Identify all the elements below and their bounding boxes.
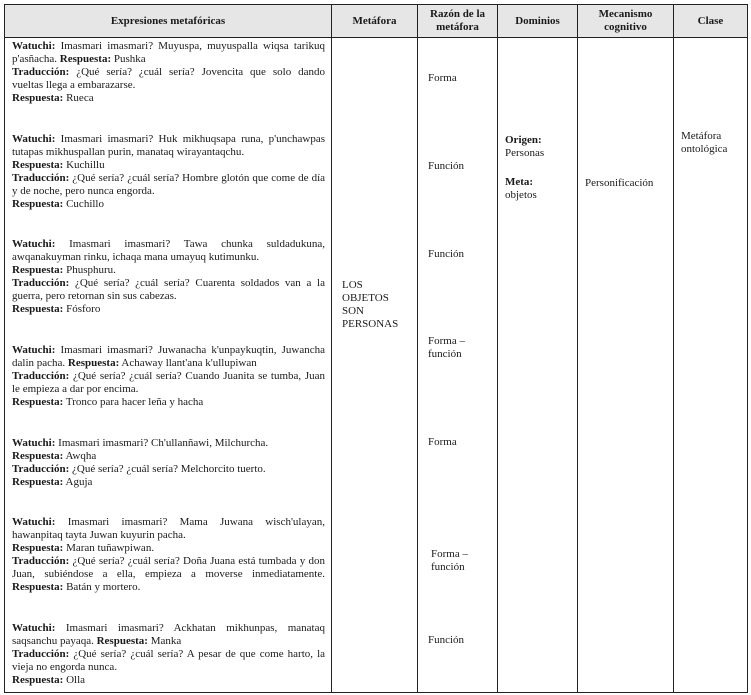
entry-6	[5, 514, 331, 594]
razon-4	[428, 335, 465, 361]
entry-3	[5, 236, 331, 316]
header-metafora: Metáfora	[332, 5, 418, 38]
respuesta-label: Respuesta:	[12, 395, 64, 408]
razon-7	[428, 634, 464, 647]
entry-1	[5, 38, 331, 105]
razon-text: Forma	[428, 72, 457, 84]
razon-3	[428, 248, 464, 261]
metafora-word: PERSONAS	[342, 318, 399, 330]
clase-text	[681, 130, 727, 156]
razon-5	[428, 436, 457, 449]
entry-2	[5, 131, 331, 211]
traduccion-label: Traducción:	[12, 647, 70, 660]
metafora-cell	[332, 38, 418, 693]
watuchi-label: Watuchi:	[12, 516, 56, 529]
header-dominios: Dominios	[498, 5, 578, 38]
traduccion-label: Traducción:	[12, 555, 70, 568]
dominio-origen	[505, 134, 544, 160]
meta-label: Meta:	[505, 176, 534, 188]
traduccion-label: Traducción:	[12, 462, 70, 475]
respuesta-text: Olla	[66, 673, 86, 686]
respuesta-text: Fósforo	[66, 303, 101, 316]
razon-text: Función	[428, 160, 465, 172]
respuesta-quechua: Maran tuñawpiwan.	[66, 542, 155, 555]
traduccion-text: ¿Qué sería? ¿cuál sería? Jovencita que solo dando vueltas llega a embarazarse.	[12, 66, 326, 91]
watuchi-text: Imasmari imasmari? Juwanacha k'unpaykuqtin, Juwancha dalin pacha.	[12, 343, 325, 369]
traduccion-label: Traducción:	[12, 277, 70, 290]
header-clase: Clase	[674, 5, 748, 38]
dominios-cell	[498, 38, 578, 693]
respuesta-text: Batán y mortero.	[66, 581, 141, 594]
respuesta-label: Respuesta:	[12, 581, 64, 594]
expresiones-cell	[5, 38, 332, 693]
respuesta-label: Respuesta:	[12, 197, 64, 210]
watuchi-text: Imasmari imasmari? Mama Juwana wisch'ulayan, hawanpitaq tayta Juwan kuyurin pacha.	[12, 516, 326, 542]
metafora-text	[342, 279, 398, 331]
respuesta-text: Aguja	[65, 475, 93, 488]
razon-text: función	[431, 561, 465, 573]
header-razon: Razón de la metáfora	[418, 5, 498, 38]
razon-cell	[418, 38, 498, 693]
watuchi-text: Imasmari imasmari? Huk mikhuqsapa runa, p'unchawpas tutapas mikhuspallan purin, manataq wirayantaqchu.	[12, 132, 325, 158]
watuchi-label: Watuchi:	[12, 238, 56, 251]
watuchi-label: Watuchi:	[12, 436, 56, 449]
respuesta-quechua: Pushka	[113, 53, 146, 65]
metafora-word: OBJETOS	[342, 292, 389, 304]
clase-line: ontológica	[681, 143, 728, 155]
respuesta-text: Rueca	[66, 92, 94, 104]
traduccion-text: ¿Qué sería? ¿cuál sería? Doña Juana está tumbada y don Juan, subiéndose a ella, empieza a moverse inmediatamente.	[12, 555, 325, 581]
clase-line: Metáfora	[681, 130, 722, 142]
metaphor-table	[4, 4, 748, 693]
clase-cell	[674, 38, 748, 693]
respuesta-label: Respuesta:	[12, 673, 64, 686]
origen-value: Personas	[505, 147, 545, 159]
mecanismo-text: Personificación	[585, 177, 654, 189]
respuesta-quechua: Kuchillu	[66, 158, 105, 171]
watuchi-label: Watuchi:	[12, 343, 56, 356]
entry-4	[5, 342, 331, 409]
respuesta-label: Respuesta:	[96, 634, 148, 647]
meta-value: objetos	[505, 189, 537, 201]
metafora-word: SON	[342, 305, 365, 317]
watuchi-label: Watuchi:	[12, 40, 56, 52]
traduccion-text: ¿Qué sería? ¿cuál sería? Cuando Juanita se tumba, Juan le empieza a dar por encima.	[12, 369, 326, 395]
respuesta-quechua: Awqha	[65, 449, 97, 462]
respuesta-quechua: Manka	[150, 634, 182, 647]
watuchi-text: Imasmari imasmari? Ch'ullanñawi, Milchurcha.	[58, 436, 269, 449]
watuchi-label: Watuchi:	[12, 132, 56, 145]
body-row	[5, 38, 748, 693]
dominio-meta	[505, 176, 537, 202]
traduccion-label: Traducción:	[12, 66, 70, 78]
razon-6	[431, 548, 468, 574]
origen-label: Origen:	[505, 134, 542, 146]
respuesta-text: Tronco para hacer leña y hacha	[65, 395, 204, 408]
respuesta-label: Respuesta:	[12, 303, 64, 316]
razon-text: Forma	[428, 436, 457, 448]
razon-1	[428, 72, 457, 85]
razon-text: Forma –	[431, 548, 468, 560]
traduccion-text: ¿Qué sería? ¿cuál sería? Melchorcito tuerto.	[72, 462, 266, 475]
entries-list	[5, 38, 331, 690]
watuchi-text: Imasmari imasmari? Ackhatan mikhunpas, manataq saqsanchu payaqa.	[12, 621, 325, 647]
respuesta-label: Respuesta:	[67, 356, 120, 369]
entry-7	[5, 620, 331, 690]
respuesta-quechua: Achaway llant'ana k'ullupiwan	[121, 356, 257, 369]
razon-2	[428, 160, 464, 173]
traduccion-label: Traducción:	[12, 171, 70, 184]
mecanismo-cell	[578, 38, 674, 693]
respuesta-text: Cuchillo	[66, 197, 104, 210]
respuesta-label: Respuesta:	[12, 264, 64, 277]
respuesta-label: Respuesta:	[12, 449, 64, 462]
razon-text: Función	[428, 634, 465, 646]
entry-5	[5, 435, 331, 489]
watuchi-text: Imasmari imasmari? Muyuspa, muyuspalla wiqsa tarikuq p'asñacha.	[12, 40, 325, 65]
respuesta-label: Respuesta:	[59, 53, 112, 65]
razon-text: Función	[428, 248, 465, 260]
respuesta-label: Respuesta:	[12, 542, 64, 555]
razon-text: función	[428, 348, 462, 360]
respuesta-label: Respuesta:	[12, 92, 64, 104]
watuchi-label: Watuchi:	[12, 621, 56, 634]
header-expresiones: Expresiones metafóricas	[5, 5, 332, 38]
traduccion-text: ¿Qué sería? ¿cuál sería? Hombre glotón que come de día y de noche, pero nunca engorda.	[12, 171, 326, 197]
respuesta-label: Respuesta:	[12, 158, 64, 171]
header-row	[5, 5, 748, 38]
metafora-word: LOS	[342, 279, 363, 291]
traduccion-label: Traducción:	[12, 369, 70, 382]
traduccion-text: ¿Qué sería? ¿cuál sería? A pesar de que come harto, la vieja no engorda nunca.	[12, 647, 326, 673]
respuesta-quechua: Phusphuru.	[66, 264, 116, 277]
watuchi-text: Imasmari imasmari? Tawa chunka suldadukuna, awqanakuyman rinku, ichaqa mana umayuq kutimunku.	[12, 238, 325, 264]
header-mecanismo: Mecanismo cognitivo	[578, 5, 674, 38]
traduccion-text: ¿Qué sería? ¿cuál sería? Cuarenta soldados van a la guerra, pero retornan sin sus cabezas.	[12, 277, 325, 303]
razon-text: Forma –	[428, 335, 465, 347]
respuesta-label: Respuesta:	[12, 475, 64, 488]
